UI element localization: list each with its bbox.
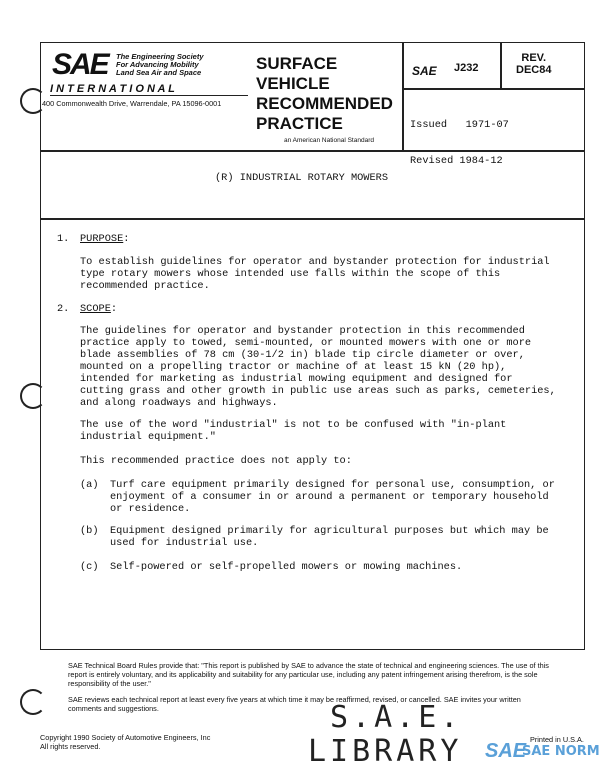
library-stamp-line1: S.A.E.	[330, 700, 463, 735]
paragraph: The use of the word "industrial" is not to be confused with "in-plant industrial equipment."	[80, 419, 507, 443]
society-line: The Engineering Society	[116, 52, 204, 61]
title-line: VEHICLE	[256, 74, 330, 93]
paragraph: To establish guidelines for operator and bystander protection for industrial type rotary mowers whose intended use falls within the scope of this recommended practice.	[80, 256, 550, 292]
address: 400 Commonwealth Drive, Warrendale, PA 15096-0001	[42, 99, 222, 108]
society-line: For Advancing Mobility	[116, 60, 199, 69]
scope-heading: SCOPE	[80, 303, 111, 315]
review-notice: SAE reviews each technical report at least every five years at which time it may be reaffirmed, revised, or cancelled. SAE invites your written comments and suggestions.	[68, 695, 521, 713]
rev-date: DEC84	[516, 64, 552, 76]
copyright	[40, 733, 210, 751]
title-divider	[40, 218, 585, 220]
board-rules: SAE Technical Board Rules provide that: "This report is published by SAE to advance the state of technical and engineering sciences. The use of this report is entirely voluntary, and its applicability and suitability for any particular use, including any patent infringement arising therefrom, is the sole responsibility of the user."	[68, 661, 549, 688]
section-number: 1.	[57, 233, 70, 245]
printed-in: Printed in U.S.A.	[530, 735, 584, 744]
section-number: 2.	[57, 303, 70, 315]
rights-line: All rights reserved.	[40, 742, 101, 751]
issue-dates	[410, 95, 509, 179]
sae-mark: SAE	[412, 64, 437, 78]
list-label: (b)	[80, 525, 99, 537]
section-heading	[80, 303, 117, 315]
paragraph: This recommended practice does not apply to:	[80, 455, 352, 467]
rev-col-divider	[500, 42, 502, 89]
paragraph: The guidelines for operator and bystander protection in this recommended practice apply to towed, semi-mounted, or mounted mowers with one or more blade assemblies of 78 cm (30-1/2 in) blade tip circle diameter or over, mounted on a propelling tractor or machine of at least 15 kN (20 hp), intended for marketing as industrial mowing equipment and designed for cutting grass and other growth in public use areas such as parks, cemeteries, and along roadways and highways.	[80, 325, 556, 409]
society-text	[116, 53, 204, 77]
library-stamp-line2: LIBRARY	[308, 734, 463, 769]
heading-colon: :	[123, 233, 130, 245]
title-line: SURFACE	[256, 54, 338, 73]
rev-label: REV.	[521, 52, 547, 64]
list-label: (c)	[80, 561, 99, 573]
document-type	[256, 54, 393, 134]
title-line: PRACTICE	[256, 114, 343, 133]
purpose-heading: PURPOSE	[80, 233, 124, 245]
punch-hole	[20, 383, 46, 409]
revised-date: Revised 1984-12	[410, 155, 503, 167]
society-line: Land Sea Air and Space	[116, 68, 202, 77]
heading-colon: :	[110, 303, 118, 315]
list-label: (a)	[80, 479, 99, 491]
list-item: Equipment designed primarily for agricultural purposes but which may be used for industrial use.	[110, 525, 549, 549]
revision-box	[516, 52, 551, 76]
document-number: J232	[454, 62, 479, 74]
document-title: (R) INDUSTRIAL ROTARY MOWERS	[215, 172, 389, 184]
list-item: Self-powered or self-propelled mowers or mowing machines.	[110, 561, 463, 573]
ans-subtitle: an American National Standard	[284, 137, 374, 144]
sae-logo: SAE	[52, 48, 108, 81]
copyright-line: Copyright 1990 Society of Automotive Engineers, Inc	[40, 733, 211, 742]
sae-norm-logo-mark: SAE	[485, 740, 527, 762]
international-text: I N T E R N A T I O N A L	[50, 83, 248, 96]
section-heading	[80, 233, 129, 245]
list-item: Turf care equipment primarily designed for personal use, consumption, or enjoyment of a consumer in or around a permanent or temporary household or residence.	[110, 479, 555, 515]
title-line: RECOMMENDED	[256, 94, 393, 113]
issued-date: Issued 1971-07	[410, 119, 509, 131]
header-col-divider	[402, 42, 404, 150]
sae-norm-logo: SAE NORM	[522, 744, 600, 759]
number-divider	[402, 88, 585, 90]
punch-hole	[20, 689, 46, 715]
